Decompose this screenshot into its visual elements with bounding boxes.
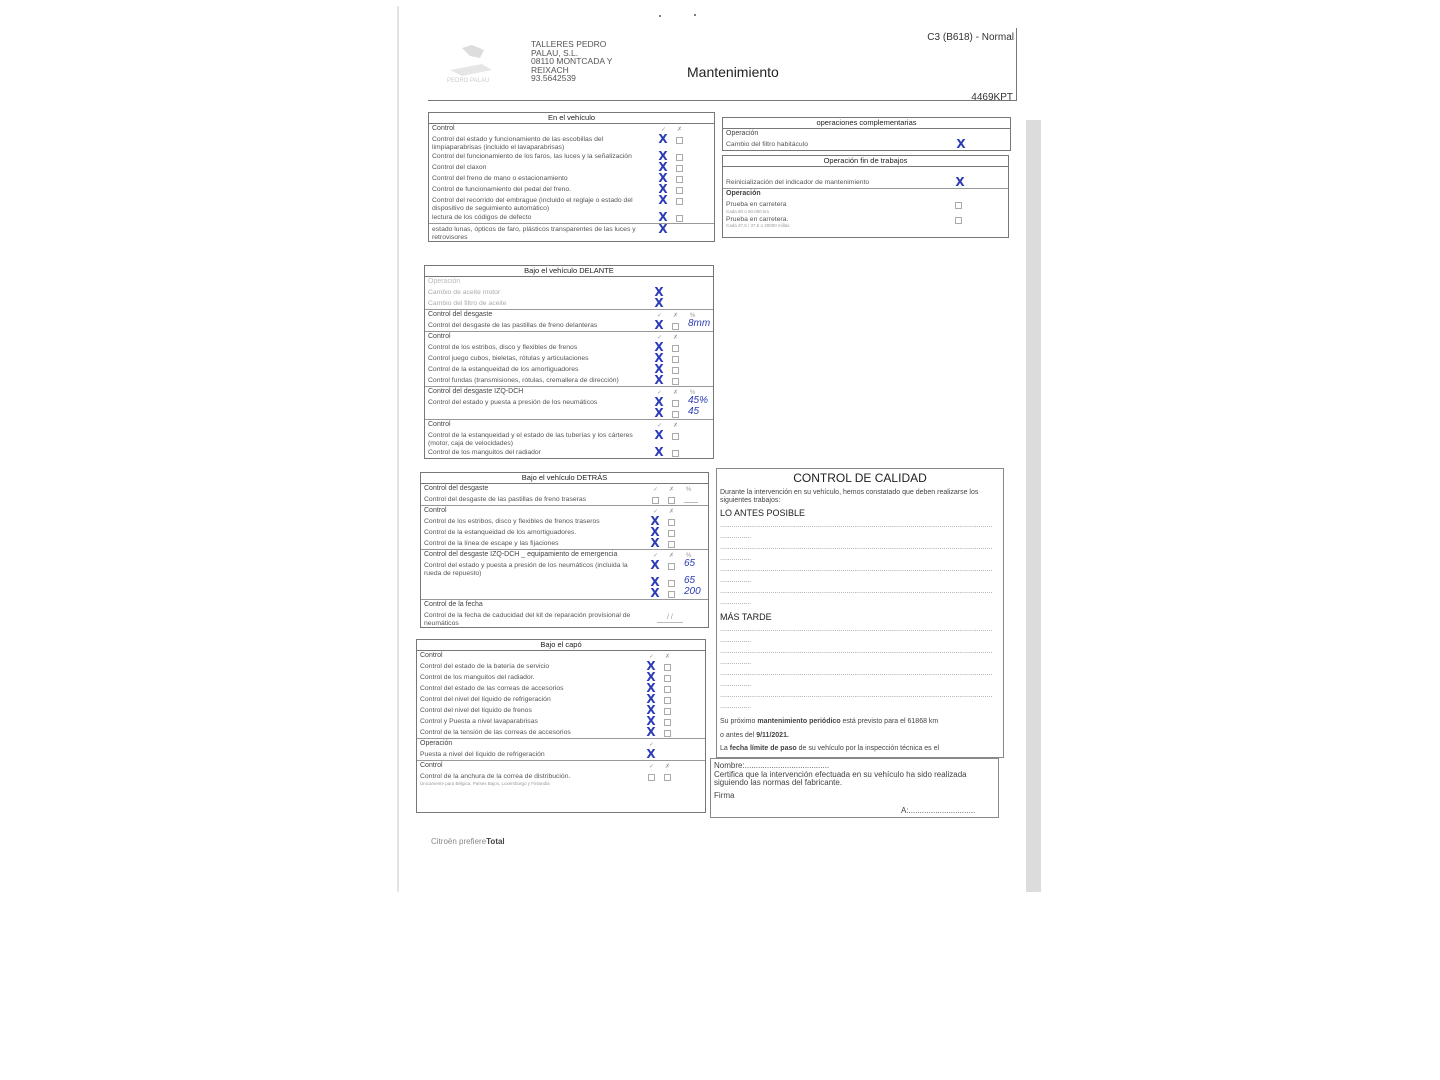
- checkbox-fail[interactable]: [672, 378, 679, 385]
- check-group: [425, 310, 713, 332]
- group-head: [417, 739, 705, 749]
- checkbox-fail[interactable]: [668, 497, 675, 504]
- check-mark: X: [646, 681, 656, 695]
- checkbox-fail[interactable]: [672, 411, 679, 418]
- text: fecha límite de paso: [729, 745, 797, 752]
- vehicle-model: C3 (B618) - Normal: [927, 32, 1014, 43]
- expiry-date-field[interactable]: / /: [657, 614, 683, 623]
- check-group: [421, 600, 708, 627]
- write-in-line[interactable]: ............................................................................................................................................: [720, 670, 993, 677]
- check-row: [417, 716, 705, 727]
- group-head-label: Control: [428, 421, 451, 428]
- column-header: ✗: [673, 423, 679, 429]
- later-lines: [717, 624, 1003, 712]
- column-header: %: [690, 313, 696, 319]
- license-plate: 4469KPT: [971, 92, 1013, 103]
- check-row: [417, 749, 705, 760]
- row-label: Control del estado y puesta a presión de los neumáticos (incluida la rueda de repuesto): [424, 562, 628, 577]
- check-row: [723, 177, 1008, 188]
- check-mark: X: [654, 296, 664, 310]
- check-row: [421, 494, 708, 505]
- check-group: [425, 387, 713, 420]
- check-mark: X: [646, 659, 656, 673]
- group-head: [425, 420, 713, 430]
- row-label: Control del claxon: [432, 164, 487, 171]
- check-row: [429, 212, 714, 223]
- column-header: ✓: [649, 764, 655, 770]
- section-title: Bajo el vehículo DELANTE: [425, 266, 713, 277]
- check-row: [425, 287, 713, 298]
- column-header: %: [686, 553, 692, 559]
- group-head: Operación: [726, 130, 759, 137]
- section-end-ops: [722, 155, 1009, 238]
- check-mark: X: [650, 514, 660, 528]
- check-mark: X: [658, 149, 668, 163]
- group-head: [425, 387, 713, 397]
- check-mark: X: [654, 406, 664, 420]
- write-in-line[interactable]: ................: [720, 577, 752, 584]
- row-label: Control del desgaste de las pastillas de freno traseras: [424, 496, 587, 503]
- next-date: [717, 726, 1003, 740]
- place-field[interactable]: A:..............................: [901, 806, 976, 815]
- check-row: [723, 214, 1008, 229]
- check-row: [421, 560, 708, 577]
- check-mark: X: [658, 193, 668, 207]
- column-header: ✓: [653, 509, 659, 515]
- page-edge: [397, 6, 399, 892]
- checkbox-fail[interactable]: [672, 356, 679, 363]
- itv-date: [717, 739, 1003, 753]
- group-head-label: Control del desgaste IZQ-DCH _ equipamiento de emergencia: [424, 551, 618, 558]
- checkbox-ok[interactable]: [652, 497, 659, 504]
- check-group: [429, 124, 714, 224]
- checkbox-fail[interactable]: [664, 675, 671, 682]
- check-group: [421, 484, 708, 506]
- row-label: Control de la tensión de las correas de accesorios: [420, 729, 571, 736]
- write-in-line[interactable]: ................: [720, 599, 752, 606]
- check-row: [421, 577, 708, 588]
- wear-percent: 45%: [688, 395, 709, 406]
- row-label: estado lunas, ópticos de faro, plásticos transparentes de las luces y retrovisores: [432, 226, 636, 241]
- check-mark: X: [646, 703, 656, 717]
- checkbox-fail[interactable]: [668, 541, 675, 548]
- check-group: [425, 420, 713, 458]
- check-mark: X: [654, 428, 664, 442]
- row-note: Cada 50 o 60.000 km: [726, 208, 770, 214]
- row-label: Control y Puesta a nivel lavaparabrisas: [420, 718, 538, 725]
- check-mark: X: [646, 725, 656, 739]
- text: o antes del: [720, 731, 757, 739]
- checkbox-fail[interactable]: [676, 137, 683, 144]
- checkbox-fail[interactable]: [664, 719, 671, 726]
- text: está previsto para el 61868 km: [840, 718, 939, 725]
- check-row: [425, 397, 713, 408]
- company-address: 08110 MONTCADA Y: [531, 56, 613, 66]
- check-mark: X: [646, 714, 656, 728]
- write-in-line[interactable]: ............................................................................................................................................: [720, 544, 993, 551]
- group-head: [421, 506, 708, 516]
- check-row: [417, 705, 705, 716]
- checkbox-fail[interactable]: [672, 345, 679, 352]
- row-label: Control juego cubos, bieletas, rótulas y articulaciones: [428, 355, 589, 362]
- check-row: [421, 527, 708, 538]
- check-mark: X: [654, 373, 664, 387]
- checkbox-fail[interactable]: [664, 730, 671, 737]
- row-label: Cambio de aceite motor: [428, 289, 501, 296]
- check-mark: X: [658, 160, 668, 174]
- company-city: REIXACH: [531, 64, 569, 75]
- row-label: [424, 577, 638, 579]
- checkbox-ok[interactable]: [648, 774, 655, 781]
- write-in-line[interactable]: ............................................................................................................................................: [720, 566, 993, 573]
- write-in-line[interactable]: ............................................................................................................................................: [720, 648, 993, 655]
- signature-box: [710, 758, 999, 818]
- footer-brand: Total: [486, 837, 505, 846]
- wear-percent: 65: [684, 575, 696, 586]
- column-header: ✗: [677, 127, 683, 133]
- group-head-label: Control: [420, 762, 443, 769]
- checkbox-fail[interactable]: [664, 697, 671, 704]
- write-in-line[interactable]: ................: [720, 533, 752, 540]
- checkbox-fail[interactable]: [668, 580, 675, 587]
- section-under-rear: [420, 472, 709, 628]
- company-info: [531, 40, 612, 83]
- check-row: [723, 139, 1010, 150]
- check-row: [723, 199, 1008, 214]
- write-in-line[interactable]: ................: [720, 659, 752, 666]
- group-head-label: Control del desgaste IZQ-DCH: [428, 388, 524, 395]
- checkbox-fail[interactable]: [676, 154, 683, 161]
- row-label: Control del estado de la batería de servicio: [420, 663, 550, 670]
- section-title: operaciones complementarias: [723, 118, 1010, 129]
- group-head: [425, 310, 713, 320]
- row-label: Control del nivel del líquido de frenos: [420, 707, 532, 714]
- column-header: ✗: [669, 509, 675, 515]
- checkbox-fail[interactable]: [676, 165, 683, 172]
- section-under-front: [424, 265, 714, 459]
- row-label: Control de la estanqueidad de los amortiguadores.: [424, 529, 577, 536]
- check-group: [421, 550, 708, 600]
- group-head-label: Control: [424, 507, 447, 514]
- write-in-line[interactable]: ................: [720, 703, 752, 710]
- column-header: ✓: [657, 313, 663, 319]
- check-row: [429, 173, 714, 184]
- column-header: ✓: [657, 335, 663, 341]
- check-group: [417, 761, 705, 786]
- row-label: Control del freno de mano o estacionamiento: [432, 175, 568, 182]
- check-mark: X: [654, 395, 664, 409]
- section-complementary: [722, 117, 1011, 151]
- text: de su vehículo por la inspección técnica es el: [796, 745, 940, 752]
- svg-text:PEDRO PALAU: PEDRO PALAU: [447, 78, 490, 84]
- row-label: Control del nivel del líquido de refrigeración: [420, 696, 551, 703]
- checkbox-fail[interactable]: [676, 176, 683, 183]
- row-label: Control de los estribos, disco y flexibles de frenos traseros: [424, 518, 600, 525]
- check-mark: X: [658, 210, 668, 224]
- section-title: Operación fin de trabajos: [723, 156, 1008, 167]
- row-label: Cambio del filtro habitáculo: [726, 141, 808, 148]
- check-row: [425, 447, 713, 458]
- check-group: [425, 277, 713, 310]
- check-mark: X: [658, 171, 668, 185]
- row-label: Control de la línea de escape y las fijaciones: [424, 540, 559, 547]
- column-header: ✗: [673, 313, 679, 319]
- speck: [694, 14, 696, 16]
- row-label: Control de funcionamiento del pedal del freno.: [432, 186, 572, 193]
- workshop-logo: [442, 40, 522, 85]
- row-label: Cambio del filtro de aceite: [428, 300, 507, 307]
- check-row: [425, 375, 713, 386]
- row-label: Control de la estanqueidad y el estado de las tuberías y los cárteres (motor, caja de velocidades): [428, 432, 633, 447]
- row-label: lectura de los códigos de defecto: [432, 214, 532, 221]
- check-row: [429, 162, 714, 173]
- speck: [659, 15, 661, 17]
- checkbox-fail[interactable]: [672, 400, 679, 407]
- check-mark: X: [654, 340, 664, 354]
- column-header: ✓: [661, 127, 667, 133]
- column-header: ✓: [653, 487, 659, 493]
- checkbox-fail[interactable]: [668, 530, 675, 537]
- write-in-line[interactable]: ............................................................................................................................................: [720, 588, 993, 595]
- column-header: ✓: [649, 654, 655, 660]
- check-mark: X: [646, 692, 656, 706]
- group-head-label: Control de la fecha: [424, 601, 483, 608]
- asap-heading: LO ANTES POSIBLE: [720, 508, 806, 518]
- check-mark: X: [650, 558, 660, 572]
- checkbox[interactable]: [955, 217, 962, 224]
- column-header: ✓: [657, 390, 663, 396]
- check-row: [421, 588, 708, 599]
- row-note: Cada 37,5 / 37,5 o 30000 millas: [726, 223, 790, 228]
- checkbox-fail[interactable]: [664, 686, 671, 693]
- check-mark: X: [650, 586, 660, 600]
- check-row: [425, 430, 713, 447]
- document-title: Mantenimiento: [687, 64, 779, 80]
- checkbox-fail[interactable]: [672, 450, 679, 457]
- text: 9/11/2021.: [756, 731, 789, 739]
- company-name: TALLERES PEDRO: [531, 39, 607, 49]
- row-label: Control del desgaste de las pastillas de freno delanteras: [428, 322, 598, 329]
- row-label: Control del estado y funcionamiento de las escobillas del limpiaparabrisas (incluido el lavaparabrisas): [432, 136, 604, 151]
- checkbox-fail[interactable]: [664, 774, 671, 781]
- write-in-line[interactable]: ............................................................................................................................................: [720, 692, 993, 699]
- check-mark: X: [654, 285, 664, 299]
- row-label: Control de los manguitos del radiador: [428, 449, 541, 456]
- text: Su próximo: [720, 718, 758, 725]
- row-label: Control fundas (transmisiones, rótulas, cremallera de dirección): [428, 377, 619, 384]
- group-head: [421, 550, 708, 560]
- write-in-line[interactable]: ................: [720, 681, 752, 688]
- check-mark: X: [650, 525, 660, 539]
- check-row: [425, 342, 713, 353]
- check-mark: X: [646, 747, 656, 761]
- checkbox-fail[interactable]: [664, 664, 671, 671]
- group-head: [421, 484, 708, 494]
- check-mark: X: [650, 536, 660, 550]
- check-mark: X: [658, 132, 668, 146]
- check-mark: X: [955, 175, 965, 189]
- footer: [431, 837, 505, 846]
- column-header: ✗: [665, 764, 671, 770]
- checkbox-fail[interactable]: [668, 519, 675, 526]
- check-mark: X: [654, 318, 664, 332]
- group-head: [417, 651, 705, 661]
- check-group: [425, 332, 713, 387]
- company-phone: 93.5642539: [531, 73, 576, 83]
- check-mark: X: [956, 137, 966, 151]
- row-note: Únicamente para Bélgica, Países Bajos, Luxemburgo y Finlandia: [420, 780, 550, 786]
- quality-intro: Durante la intervención en su vehículo, hemos constatado que deben realizarse los siguientes trabajos:: [720, 489, 979, 504]
- checkbox[interactable]: [955, 202, 962, 209]
- column-header: ✗: [669, 553, 675, 559]
- section-title: En el vehículo: [429, 113, 714, 124]
- check-row: [425, 353, 713, 364]
- column-header: ✗: [669, 487, 675, 493]
- check-group: [417, 739, 705, 761]
- section-in-vehicle: [428, 112, 715, 242]
- row-label: Control de la anchura de la correa de distribución.: [420, 773, 571, 780]
- check-row: [417, 672, 705, 683]
- check-group: [429, 224, 714, 241]
- next-maintenance: [717, 712, 1003, 726]
- checkbox-fail[interactable]: [668, 591, 675, 598]
- write-in-line[interactable]: ............................................................................................................................................: [720, 626, 993, 633]
- section-under-hood: [416, 639, 706, 813]
- check-mark: X: [654, 445, 664, 459]
- asap-lines: [717, 520, 1003, 608]
- write-in-line[interactable]: ................: [720, 555, 752, 562]
- row-label: Control del estado de las correas de accesorios: [420, 685, 564, 692]
- row-label: Control del recorrido del embrague (incluido el reglaje o estado del dispositivo de seguimiento automático): [432, 197, 633, 212]
- checkbox-fail[interactable]: [672, 323, 679, 330]
- check-row: [421, 516, 708, 527]
- check-row: [429, 224, 714, 241]
- group-head-label: Control del desgaste: [428, 311, 493, 318]
- check-row: [417, 661, 705, 672]
- check-mark: X: [654, 362, 664, 376]
- check-row: [429, 195, 714, 212]
- check-row: [429, 184, 714, 195]
- group-head-label: Control: [428, 333, 451, 340]
- group-head-label: Operación: [420, 740, 453, 747]
- wear-percent-field[interactable]: [684, 497, 698, 503]
- check-row: [417, 694, 705, 705]
- section-title: Bajo el vehículo DETRÁS: [421, 473, 708, 484]
- check-row: [429, 151, 714, 162]
- section-title: Bajo el capó: [417, 640, 705, 651]
- company-name-2: PALAU, S.L.: [531, 47, 579, 58]
- check-group: [417, 651, 705, 739]
- write-in-line[interactable]: ................: [720, 637, 752, 644]
- name-field[interactable]: Nombre:......................................: [714, 761, 830, 770]
- group-head: Operación: [726, 190, 761, 197]
- check-row: [425, 364, 713, 375]
- row-label: Puesta a nivel del líquido de refrigeración: [420, 751, 545, 758]
- check-mark: X: [658, 222, 668, 236]
- column-header: ✓: [649, 742, 655, 748]
- row-label: Control del funcionamiento de los faros, las luces y la señalización: [432, 153, 632, 160]
- group-head: [425, 332, 713, 342]
- checkbox-fail[interactable]: [672, 367, 679, 374]
- checkbox-fail[interactable]: [676, 187, 683, 194]
- text: mantenimiento periódico: [757, 718, 841, 725]
- check-mark: X: [650, 575, 660, 589]
- check-mark: X: [654, 351, 664, 365]
- check-mark: X: [658, 182, 668, 196]
- row-label: [428, 408, 643, 410]
- check-row: [421, 538, 708, 549]
- wear-percent: 45: [688, 406, 700, 417]
- column-header: %: [686, 487, 692, 493]
- check-row: [429, 134, 714, 151]
- check-row: [425, 298, 713, 309]
- column-header: %: [690, 390, 696, 396]
- footer-text: Citroën prefiere: [431, 837, 487, 846]
- checkbox-fail[interactable]: [668, 563, 675, 570]
- row-label: Prueba en carretera.: [726, 215, 789, 223]
- group-head-label: Control: [420, 652, 443, 659]
- column-header: ✗: [673, 335, 679, 341]
- check-row: [417, 771, 705, 786]
- certification-text: Certifica que la intervención efectuada en su vehículo ha sido realizada siguiendo las normas del fabricante.: [714, 770, 967, 787]
- checkbox-fail[interactable]: [664, 708, 671, 715]
- check-mark: X: [646, 670, 656, 684]
- row-label: Control del estado y puesta a presión de los neumáticos: [428, 399, 598, 406]
- check-row: [425, 320, 713, 331]
- later-heading: MÁS TARDE: [720, 612, 772, 622]
- group-head: [417, 761, 705, 771]
- row-label: [424, 588, 638, 590]
- group-head: [421, 600, 708, 610]
- text: La: [720, 745, 730, 752]
- check-row: [425, 408, 713, 419]
- page-edge-shadow: [1026, 120, 1041, 892]
- wear-percent: 200: [684, 586, 701, 597]
- row-label: Prueba en carretera: [726, 201, 787, 208]
- column-header: ✓: [657, 423, 663, 429]
- wear-percent: 65: [684, 558, 696, 569]
- write-in-line[interactable]: ............................................................................................................................................: [720, 522, 993, 529]
- quality-control-box: [716, 468, 1004, 758]
- checkbox-fail[interactable]: [672, 433, 679, 440]
- check-row: [417, 727, 705, 738]
- group-head-label: Control: [432, 125, 455, 132]
- check-group: [421, 506, 708, 550]
- row-label: Reinicialización del indicador de mantenimiento: [726, 179, 870, 186]
- check-row: [421, 610, 708, 627]
- group-head-label: Control del desgaste: [424, 485, 489, 492]
- quality-title: CONTROL DE CALIDAD: [793, 471, 927, 485]
- row-label: Control de la estanqueidad de los amortiguadores: [428, 366, 579, 373]
- row-label: Control de los estribos, disco y flexibles de frenos: [428, 344, 578, 351]
- row-label: Control de los manguitos del radiador.: [420, 674, 535, 681]
- row-label: Control de la fecha de caducidad del kit de reparación provisional de neumáticos: [424, 612, 631, 627]
- group-head-label: Operación: [428, 278, 461, 285]
- group-head: [425, 277, 713, 287]
- check-row: [417, 683, 705, 694]
- wear-percent: 8mm: [688, 318, 711, 329]
- column-header: ✗: [673, 390, 679, 396]
- checkbox-fail[interactable]: [676, 215, 683, 222]
- group-head: [429, 124, 714, 134]
- signature-label: Firma: [714, 791, 735, 800]
- column-header: ✗: [665, 654, 671, 660]
- column-header: ✓: [653, 553, 659, 559]
- checkbox-fail[interactable]: [676, 198, 683, 205]
